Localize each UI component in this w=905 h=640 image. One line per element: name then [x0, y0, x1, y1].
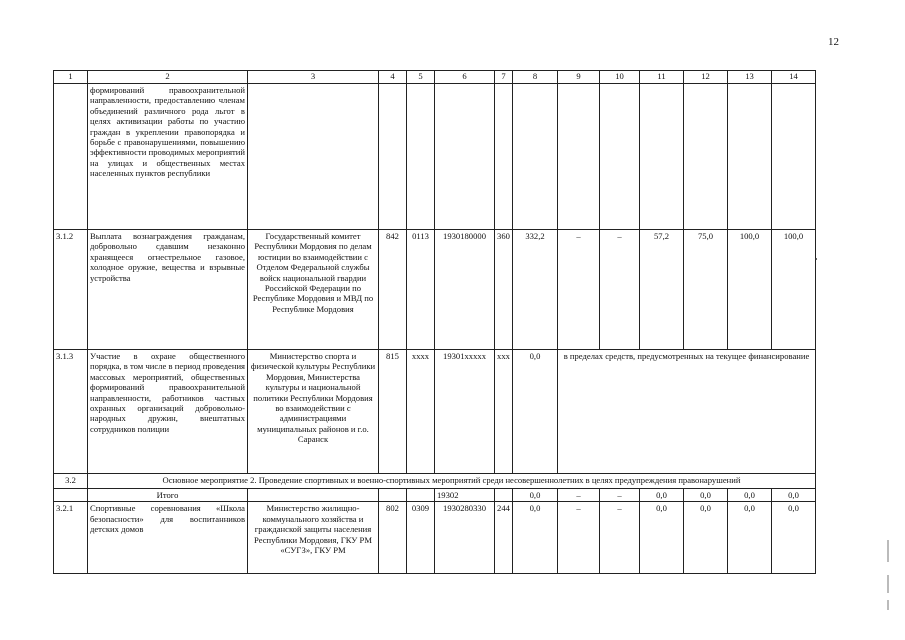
header-cell: 11 [640, 71, 684, 84]
total-amount: 0,0 [513, 350, 558, 474]
year-amount: 0,0 [728, 489, 772, 502]
total-label: Итого [88, 489, 248, 502]
header-cell: 4 [379, 71, 407, 84]
year-amount: 0,0 [684, 489, 728, 502]
table-row [54, 474, 816, 489]
budget-code-target: 19301ххххх [435, 350, 495, 474]
year-amount: 100,0 [772, 230, 816, 350]
header-cell: 10 [600, 71, 640, 84]
year-amount: 75,0 [684, 230, 728, 350]
budget-code-section: хххх [407, 350, 435, 474]
year-amount: – [600, 230, 640, 350]
year-amount: 0,0 [640, 502, 684, 574]
year-amount: – [558, 230, 600, 350]
financing-note: в пределах средств, предусмотренных на текущее финансирование [558, 350, 816, 474]
year-amount: 57,2 [640, 230, 684, 350]
header-cell: 12 [684, 71, 728, 84]
budget-code-type: 244 [495, 502, 513, 574]
responsible-executor: Министерство спорта и физической культуры Республики Мордовия, Министерства культуры и национальной политики Республики Мордовия во взаимодействии с администрациями муниципальных районов и г.о. Саранск [248, 350, 379, 474]
year-amount: 100,0 [728, 230, 772, 350]
section-title: Основное мероприятие 2. Проведение спортивных и военно-спортивных мероприятий среди несовершеннолетних в целях предупреждения правонарушений [88, 474, 816, 489]
year-amount: 0,0 [772, 502, 816, 574]
budget-code-section: 0309 [407, 502, 435, 574]
measure-description: формирований правоохранительной направленности, предоставлению членам объединений различного рода льгот в целях активизации работы по участию граждан в укреплении правопорядка и борьбе с правонарушениями, повышению эффективности проводимых мероприятий на улицах и общественных местах населенных пунктов республики [88, 84, 248, 230]
year-amount: – [600, 502, 640, 574]
responsible-executor: Министерство жилищно-коммунального хозяйства и гражданской защиты населения Республики Мордовия, ГКУ РМ «СУГЗ», ГКУ РМ [248, 502, 379, 574]
budget-code-target: 1930180000 [435, 230, 495, 350]
header-cell: 13 [728, 71, 772, 84]
budget-code-grbs: 815 [379, 350, 407, 474]
measure-description: Выплата вознаграждения гражданам, добровольно сдавшим незаконно хранящееся огнестрельное газовое, холодное оружие, вещества и взрывные устройства [88, 230, 248, 350]
budget-code-target: 1930280330 [435, 502, 495, 574]
header-cell: 7 [495, 71, 513, 84]
year-amount: – [600, 489, 640, 502]
header-cell: 6 [435, 71, 495, 84]
budget-code-type: ххх [495, 350, 513, 474]
header-cell: 14 [772, 71, 816, 84]
year-amount: 0,0 [772, 489, 816, 502]
program-table [53, 70, 816, 574]
row-number: 3.2 [54, 474, 88, 489]
header-cell: 3 [248, 71, 379, 84]
row-number: 3.2.1 [54, 502, 88, 574]
header-row [54, 71, 816, 84]
header-cell: 5 [407, 71, 435, 84]
scan-edge-mark [887, 540, 889, 562]
table-row [54, 84, 816, 230]
row-number: 3.1.3 [54, 350, 88, 474]
budget-code-target: 19302 [435, 489, 495, 502]
header-cell: 1 [54, 71, 88, 84]
year-amount: – [558, 489, 600, 502]
scan-edge-mark [887, 600, 889, 610]
budget-code-section: 0113 [407, 230, 435, 350]
table-row [54, 502, 816, 574]
responsible-executor: Государственный комитет Республики Мордовия по делам юстиции во взаимодействии с Отделом Федеральной службы войск национальной гвардии Российской Федерации по Республике Мордовия и МВД по Республике Мордовия [248, 230, 379, 350]
year-amount: – [558, 502, 600, 574]
measure-description: Спортивные соревнования «Школа безопасности» для воспитанников детских домов [88, 502, 248, 574]
row-number [54, 84, 88, 230]
table-row [54, 350, 816, 474]
total-amount: 332,2 [513, 230, 558, 350]
scan-edge-mark [887, 575, 889, 593]
year-amount: 0,0 [728, 502, 772, 574]
table-row [54, 230, 816, 350]
measure-description: Участие в охране общественного порядка, в том числе в период проведения массовых мероприятий, общественных формирований правоохранительной направленности, работников частных охранных организаций добровольно-народных дружин, внештатных сотрудников полиции [88, 350, 248, 474]
year-amount: 0,0 [640, 489, 684, 502]
header-cell: 9 [558, 71, 600, 84]
budget-code-type: 360 [495, 230, 513, 350]
table-row [54, 489, 816, 502]
header-cell: 8 [513, 71, 558, 84]
scan-speck [815, 258, 817, 260]
budget-code-grbs: 842 [379, 230, 407, 350]
total-amount: 0,0 [513, 489, 558, 502]
header-cell: 2 [88, 71, 248, 84]
budget-code-grbs: 802 [379, 502, 407, 574]
year-amount: 0,0 [684, 502, 728, 574]
total-amount: 0,0 [513, 502, 558, 574]
row-number: 3.1.2 [54, 230, 88, 350]
page-number: 12 [828, 36, 839, 48]
